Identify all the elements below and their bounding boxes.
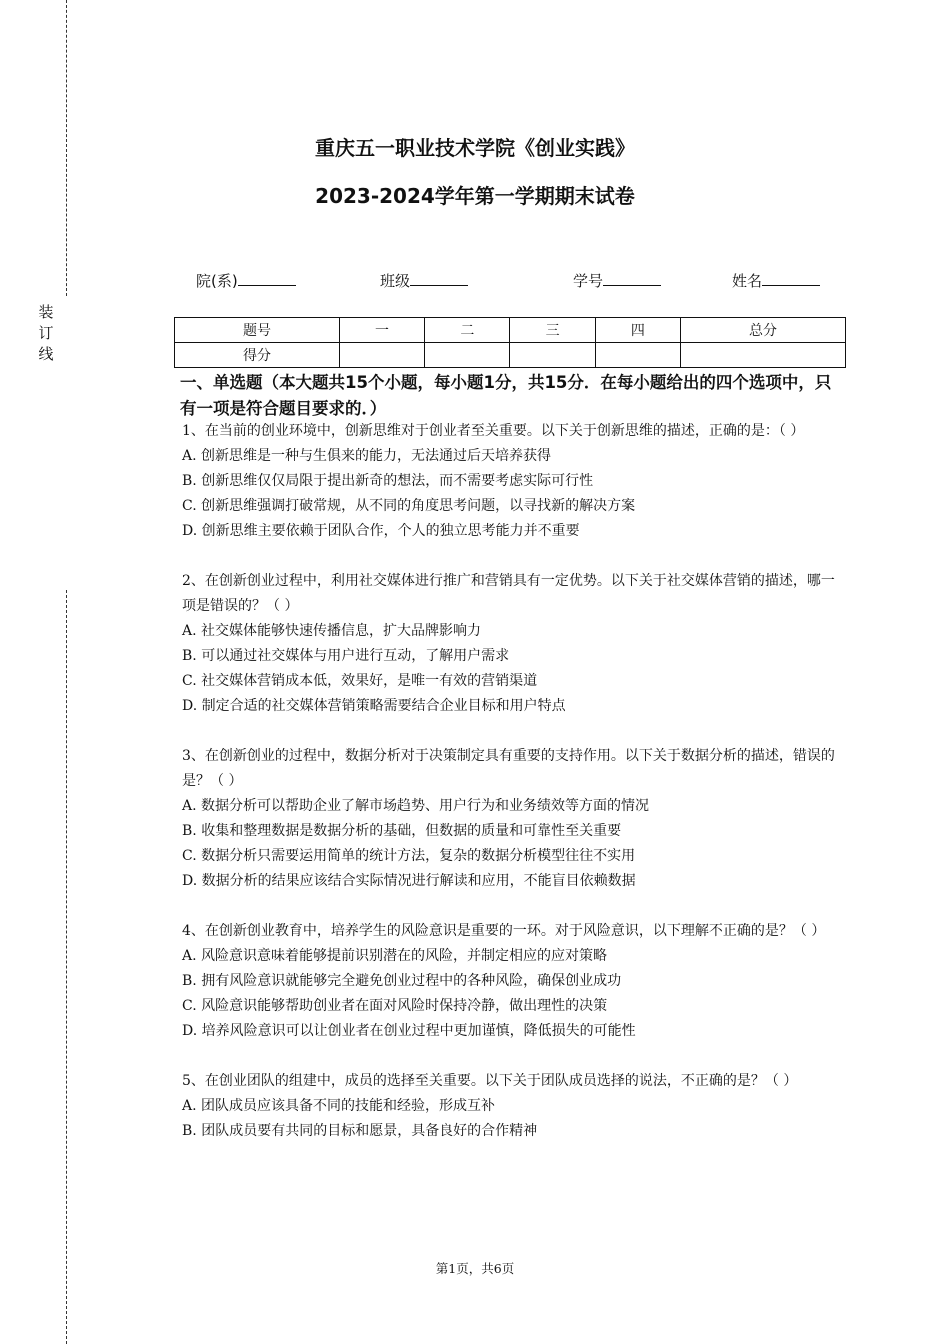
department-label: 院(系) — [196, 272, 238, 290]
score-col-total: 总分 — [681, 318, 846, 343]
question-stem: 3、在创新创业的过程中，数据分析对于决策制定具有重要的支持作用。以下关于数据分析的描述，错误的是？（ ） — [182, 748, 835, 789]
question-option: C. 创新思维强调打破常规，从不同的角度思考问题，以寻找新的解决方案 — [182, 498, 636, 514]
score-cell[interactable] — [339, 343, 424, 368]
score-table-header-row — [175, 318, 846, 343]
score-col-1: 一 — [339, 318, 424, 343]
score-col-3: 三 — [510, 318, 595, 343]
question-stem: 1、在当前的创业环境中，创新思维对于创业者至关重要。以下关于创新思维的描述，正确的是：（ ） — [182, 423, 805, 439]
score-col-2: 二 — [425, 318, 510, 343]
question-option: D. 创新思维主要依赖于团队合作，个人的独立思考能力并不重要 — [182, 523, 580, 539]
score-row-label: 得分 — [175, 343, 340, 368]
question-option: A. 数据分析可以帮助企业了解市场趋势、用户行为和业务绩效等方面的情况 — [182, 798, 650, 814]
question-option: C. 风险意识能够帮助创业者在面对风险时保持冷静，做出理性的决策 — [182, 998, 608, 1014]
score-cell[interactable] — [681, 343, 846, 368]
exam-title-line2: 2023-2024学年第一学期期末试卷 — [315, 184, 635, 208]
question-item — [182, 919, 842, 1044]
student-id-blank[interactable] — [603, 271, 661, 286]
question-option: C. 社交媒体营销成本低，效果好，是唯一有效的营销渠道 — [182, 673, 538, 689]
class-blank[interactable] — [410, 271, 468, 286]
student-id-label: 学号 — [573, 272, 604, 290]
question-option: A. 风险意识意味着能够提前识别潜在的风险，并制定相应的应对策略 — [182, 948, 608, 964]
name-field — [732, 270, 820, 291]
question-stem: 5、在创业团队的组建中，成员的选择至关重要。以下关于团队成员选择的说法，不正确的是？（ ） — [182, 1073, 798, 1089]
score-table — [174, 317, 846, 368]
question-item — [182, 1069, 842, 1144]
class-label: 班级 — [380, 272, 411, 290]
name-label: 姓名 — [732, 272, 763, 290]
question-option: B. 创新思维仅仅局限于提出新奇的想法，而不需要考虑实际可行性 — [182, 473, 594, 489]
score-table-score-row — [175, 343, 846, 368]
question-stem: 4、在创新创业教育中，培养学生的风险意识是重要的一环。对于风险意识，以下理解不正确的是？（ ） — [182, 923, 826, 939]
score-header-label: 题号 — [175, 318, 340, 343]
exam-title-line1: 重庆五一职业技术学院《创业实践》 — [315, 136, 635, 160]
question-item — [182, 419, 842, 544]
question-option: D. 培养风险意识可以让创业者在创业过程中更加谨慎，降低损失的可能性 — [182, 1023, 636, 1039]
page-footer: 第1页，共6页 — [435, 1261, 515, 1276]
question-option: A. 创新思维是一种与生俱来的能力，无法通过后天培养获得 — [182, 448, 552, 464]
name-blank[interactable] — [762, 271, 820, 286]
score-cell[interactable] — [425, 343, 510, 368]
class-field — [380, 270, 468, 291]
department-field — [196, 270, 296, 291]
student-id-field — [573, 270, 661, 291]
question-option: D. 数据分析的结果应该结合实际情况进行解读和应用，不能盲目依赖数据 — [182, 873, 636, 889]
question-option: A. 团队成员应该具备不同的技能和经验，形成互补 — [182, 1098, 496, 1114]
binding-label: 装订线 — [38, 303, 54, 363]
score-cell[interactable] — [595, 343, 680, 368]
question-option: C. 数据分析只需要运用简单的统计方法，复杂的数据分析模型往往不实用 — [182, 848, 636, 864]
question-option: D. 制定合适的社交媒体营销策略需要结合企业目标和用户特点 — [182, 698, 566, 714]
section-heading: 一、单选题（本大题共15个小题，每小题1分，共15分．在每小题给出的四个选项中，只有一项是符合题目要求的．） — [180, 373, 832, 418]
question-option: B. 拥有风险意识就能够完全避免创业过程中的各种风险，确保创业成功 — [182, 973, 622, 989]
question-option: A. 社交媒体能够快速传播信息，扩大品牌影响力 — [182, 623, 482, 639]
score-cell[interactable] — [510, 343, 595, 368]
question-stem: 2、在创新创业过程中，利用社交媒体进行推广和营销具有一定优势。以下关于社交媒体营销的描述，哪一项是错误的？（ ） — [182, 573, 835, 614]
question-option: B. 可以通过社交媒体与用户进行互动，了解用户需求 — [182, 648, 510, 664]
question-item — [182, 744, 842, 894]
question-item — [182, 569, 842, 719]
score-col-4: 四 — [595, 318, 680, 343]
question-list — [182, 419, 842, 1144]
question-option: B. 收集和整理数据是数据分析的基础，但数据的质量和可靠性至关重要 — [182, 823, 622, 839]
question-option: B. 团队成员要有共同的目标和愿景，具备良好的合作精神 — [182, 1123, 538, 1139]
binding-dash-line-bottom — [66, 590, 67, 1344]
department-blank[interactable] — [238, 271, 296, 286]
